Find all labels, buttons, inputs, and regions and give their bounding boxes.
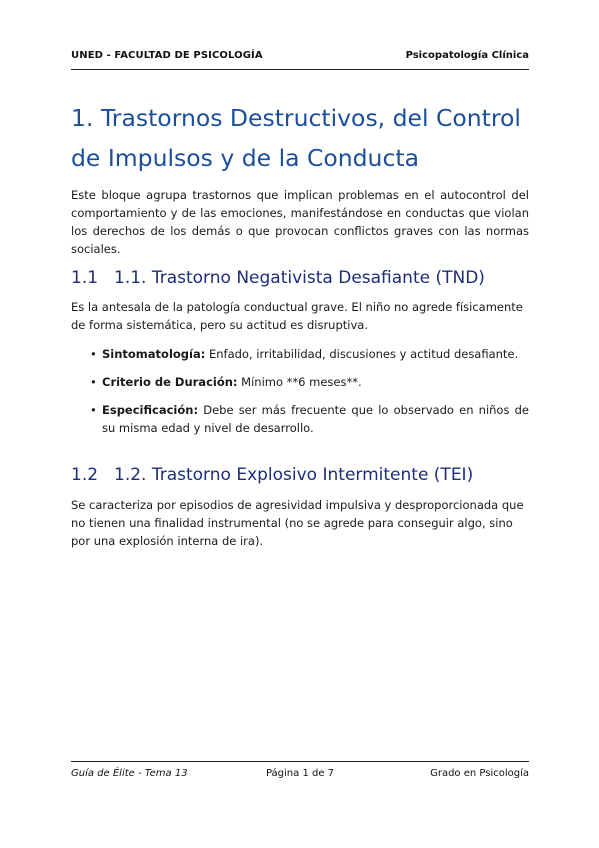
bullet-icon: • bbox=[90, 347, 97, 361]
list-item bbox=[90, 373, 529, 391]
bullet-list bbox=[90, 345, 529, 447]
section-paragraph: Es la antesala de la patología conductual grave. El niño no agrede físicamente de forma sistemática, pero su actitud es disruptiva. bbox=[71, 300, 523, 332]
header-institution: UNED - FACULTAD DE PSICOLOGÍA bbox=[71, 50, 263, 61]
list-item-text: Enfado, irritabilidad, discusiones y actitud desafiante. bbox=[205, 347, 519, 361]
list-item bbox=[90, 401, 529, 437]
list-item-label: Sintomatología: bbox=[102, 347, 206, 361]
header-divider bbox=[71, 69, 529, 70]
section-number: 1.1 bbox=[71, 268, 99, 288]
intro-paragraph: Este bloque agrupa trastornos que implican problemas en el autocontrol del comportamiento y de las emociones, manifestándose en conductas que violan los derechos de los demás o que provocan conflictos graves con las normas sociales. bbox=[71, 188, 529, 256]
list-item-text: Debe ser más frecuente que lo observado en niños de su misma edad y nivel de desarrollo. bbox=[102, 403, 529, 435]
list-item-text: Mínimo **6 meses**. bbox=[237, 375, 362, 389]
bullet-icon: • bbox=[90, 375, 97, 389]
page-number: Página 1 de 7 bbox=[265, 768, 335, 779]
page-header bbox=[71, 50, 529, 66]
header-subject: Psicopatología Clínica bbox=[405, 50, 529, 61]
section-title: 1.2. Trastorno Explosivo Intermitente (TEI) bbox=[114, 465, 474, 485]
section-title: 1.1. Trastorno Negativista Desafiante (TND) bbox=[114, 268, 485, 288]
section-paragraph: Se caracteriza por episodios de agresividad impulsiva y desproporcionada que no tienen una finalidad instrumental (no se agrede para conseguir algo, sino por una explosión interna de ira). bbox=[71, 498, 524, 548]
section-heading bbox=[71, 464, 541, 486]
page-footer bbox=[71, 768, 529, 784]
footer-guide-title: Guía de Élite - Tema 13 bbox=[71, 768, 188, 779]
list-item bbox=[90, 345, 529, 363]
list-item-label: Especificación: bbox=[102, 403, 199, 417]
section-heading bbox=[71, 267, 541, 289]
section-number: 1.2 bbox=[71, 465, 99, 485]
chapter-title: 1. Trastornos Destructivos, del Control de Impulsos y de la Conducta bbox=[71, 104, 521, 172]
footer-divider bbox=[71, 761, 529, 762]
bullet-icon: • bbox=[90, 403, 97, 417]
footer-degree: Grado en Psicología bbox=[430, 768, 529, 779]
list-item-label: Criterio de Duración: bbox=[102, 375, 238, 389]
